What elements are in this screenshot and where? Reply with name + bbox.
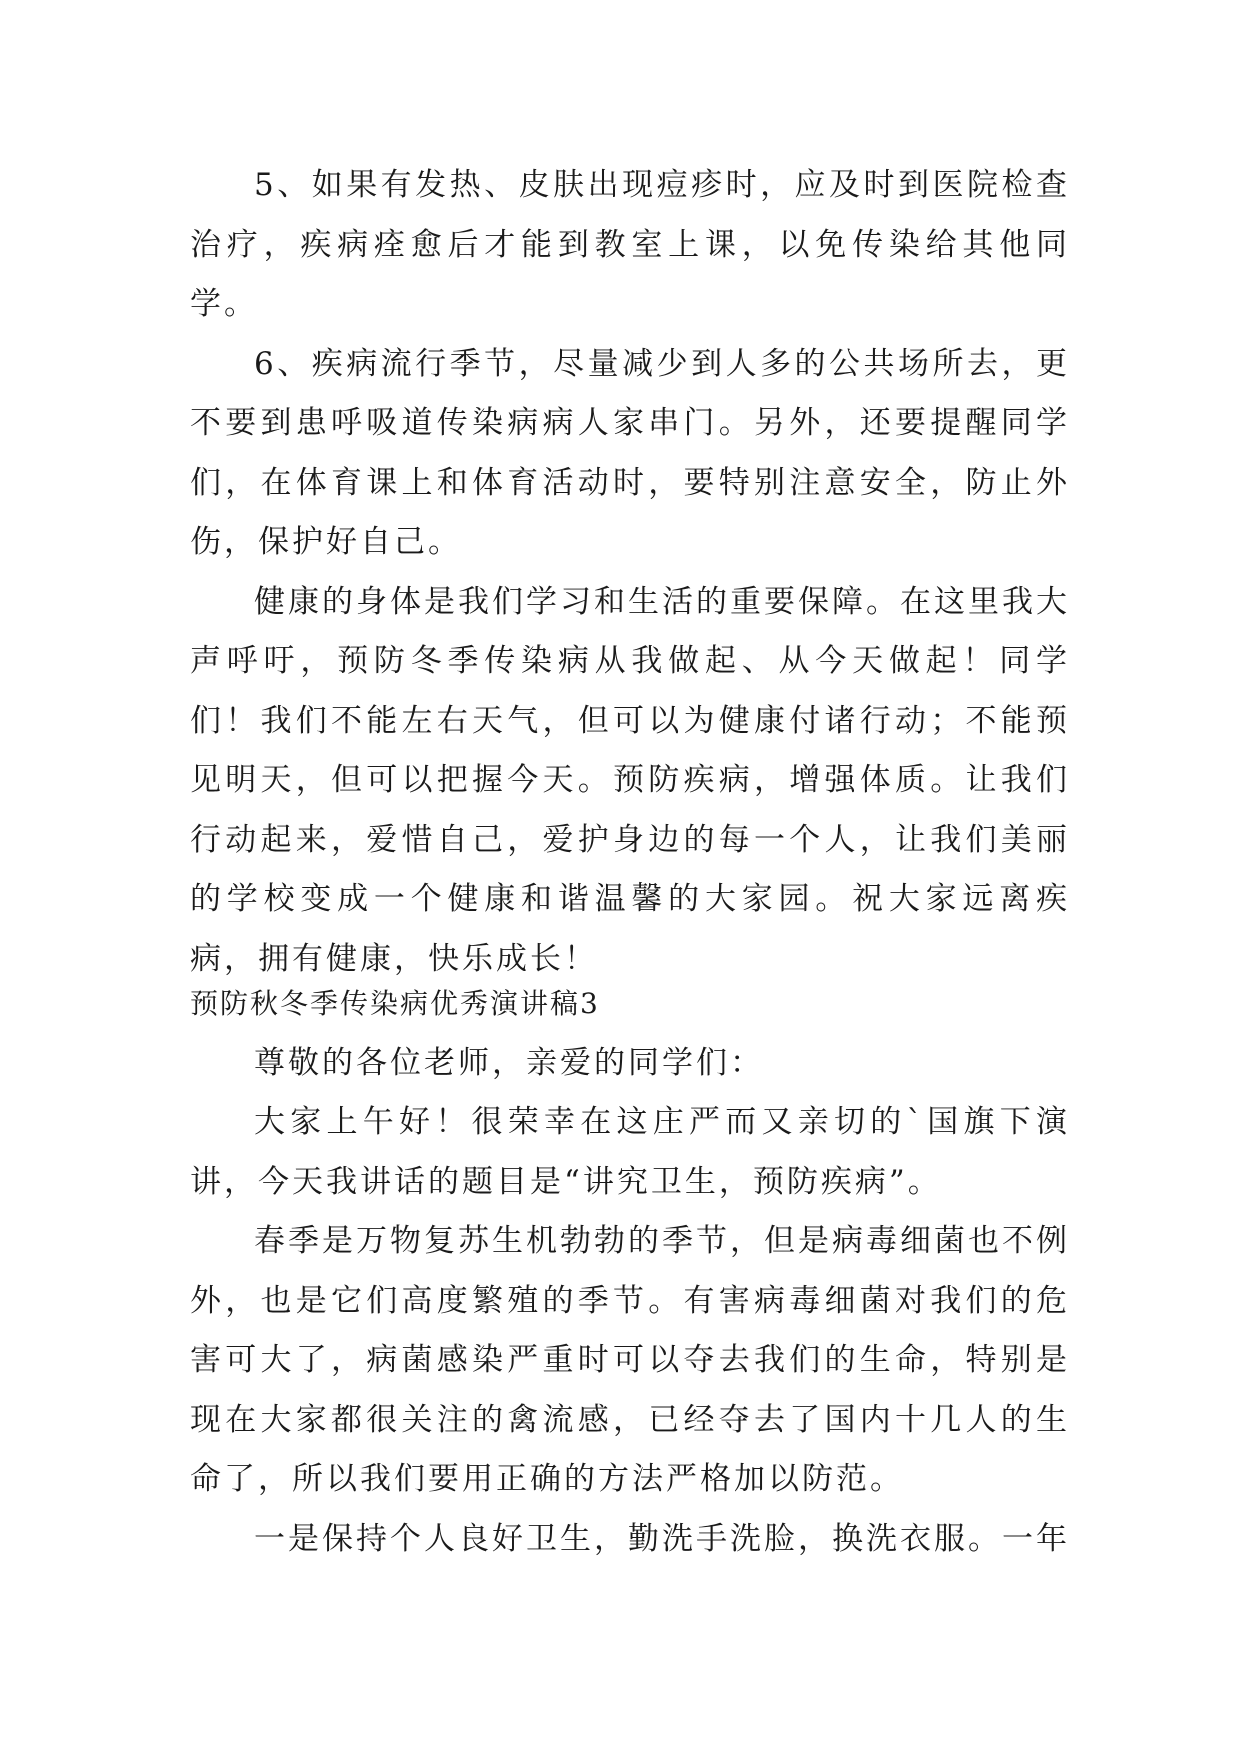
- paragraph-item-5: 5、如果有发热、皮肤出现痘疹时，应及时到医院检查治疗，疾病痊愈后才能到教室上课，以免传染给其他同学。: [190, 167, 1070, 322]
- paragraph-greeting: 大家上午好！很荣幸在这庄严而又亲切的`国旗下演讲，今天我讲话的题目是“讲究卫生，预防疾病”。: [190, 1104, 1070, 1200]
- paragraph-item-6: 6、疾病流行季节，尽量减少到人多的公共场所去，更不要到患呼吸道传染病病人家串门。另外，还要提醒同学们，在体育课上和体育活动时，要特别注意安全，防止外伤，保护好自己。: [190, 345, 1070, 560]
- paragraph-spring: 春季是万物复苏生机勃勃的季节，但是病毒细菌也不例外，也是它们高度繁殖的季节。有害病毒细菌对我们的危害可大了，病菌感染严重时可以夺去我们的生命，特别是现在大家都很关注的禽流感，已经夺去了国内十几人的生命了，所以我们要用正确的方法严格加以防范。: [190, 1223, 1070, 1497]
- paragraph-closing: 健康的身体是我们学习和生活的重要保障。在这里我大声呼吁，预防冬季传染病从我做起、从今天做起！同学们！我们不能左右天气，但可以为健康付诸行动；不能预见明天，但可以把握今天。预防疾病，增强体质。让我们行动起来，爱惜自己，爱护身边的每一个人，让我们美丽的学校变成一个健康和谐温馨的大家园。祝大家远离疾病，拥有健康，快乐成长！: [190, 583, 1070, 977]
- text-block-top: [190, 156, 1070, 989]
- paragraph-salutation: 尊敬的各位老师，亲爱的同学们：: [254, 1044, 764, 1081]
- paragraph-hygiene: 一是保持个人良好卫生，勤洗手洗脸，换洗衣服。一年: [254, 1520, 1070, 1557]
- section-title: 预防秋冬季传染病优秀演讲稿3: [190, 987, 600, 1020]
- text-block-speech-3: [190, 974, 1070, 1569]
